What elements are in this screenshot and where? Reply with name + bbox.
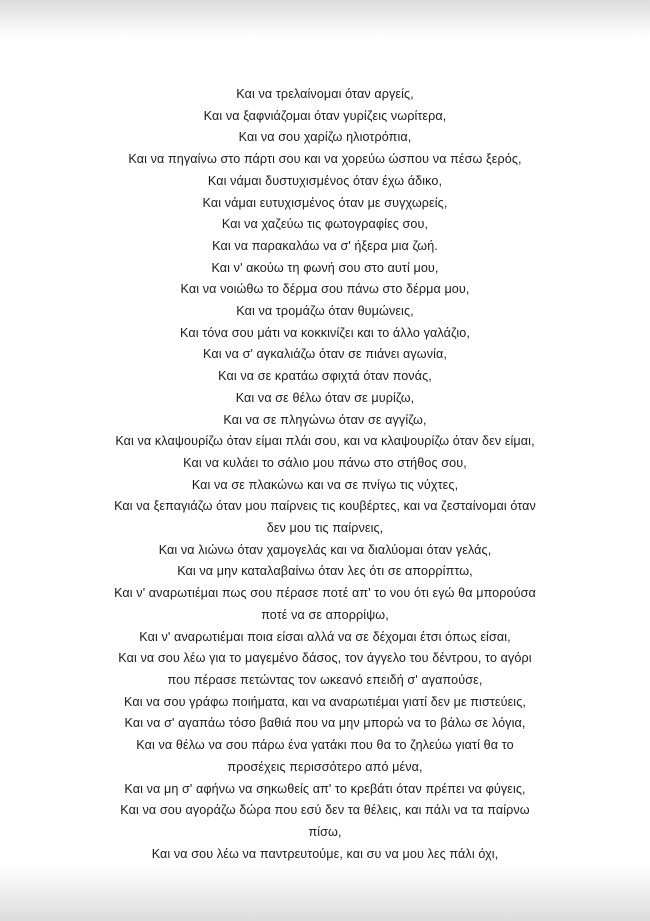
poem-line: Και να σου χαρίζω ηλιοτρόπια,	[238, 130, 412, 145]
poem-line: Και να μη σ' αφήνω να σηκωθείς απ' το κρεβάτι όταν πρέπει να φύγεις,	[124, 781, 526, 796]
poem-line: Και νάμαι δυστυχισμένος όταν έχω άδικο,	[207, 173, 443, 188]
poem-line: που πέρασε πετώντας τον ωκεανό επειδή σ' αγαπούσε,	[167, 672, 483, 687]
poem-line: Και ν' ακούω τη φωνή σου στο αυτί μου,	[211, 260, 439, 275]
poem-line: Και να μην καταλαβαίνω όταν λες ότι σε απορρίπτω,	[177, 564, 473, 579]
poem-line: Και να σ' αγκαλιάζω όταν σε πιάνει αγωνία,	[202, 347, 448, 362]
poem-line: Και νάμαι ευτυχισμένος όταν με συγχωρείς,	[202, 195, 448, 210]
poem-line: Και να σου γράφω ποιήματα, και να αναρωτιέμαι γιατί δεν με πιστεύεις,	[124, 694, 526, 709]
poem-line: Και να σε πληγώνω όταν σε αγγίζω,	[223, 412, 427, 427]
poem-line: Και να σου αγοράζω δώρα που εσύ δεν τα θέλεις, και πάλι να τα παίρνω	[120, 803, 530, 818]
poem-line: Και να νοιώθω το δέρμα σου πάνω στο δέρμα μου,	[180, 282, 470, 297]
poem-line: Και ν' αναρωτιέμαι ποια είσαι αλλά να σε δέχομαι έτσι όπως είσαι,	[139, 629, 511, 644]
poem-line: Και τόνα σου μάτι να κοκκινίζει και το άλλο γαλάζιο,	[179, 325, 471, 340]
poem-line: Και να ξαφνιάζομαι όταν γυρίζεις νωρίτερα,	[203, 108, 447, 123]
poem-line: Και να λιώνω όταν χαμογελάς και να διαλύομαι όταν γελάς,	[158, 542, 492, 557]
top-shadow	[0, 0, 650, 38]
poem-line: Και να τρομάζω όταν θυμώνεις,	[236, 304, 414, 319]
poem-line: Και να σε κρατάω σφιχτά όταν πονάς,	[218, 369, 432, 384]
poem-line: Και να σε θέλω όταν σε μυρίζω,	[235, 390, 415, 405]
poem-line: δεν μου τις παίρνεις,	[266, 521, 384, 536]
poem-line: Και να χαζεύω τις φωτογραφίες σου,	[221, 217, 429, 232]
poem-line: Και να κυλάει το σάλιο μου πάνω στο στήθος σου,	[183, 455, 467, 470]
poem-text	[0, 84, 650, 865]
poem-line: Και να σε πλακώνω και να σε πνίγω τις νύχτες,	[191, 477, 459, 492]
poem-line: πίσω,	[308, 824, 342, 839]
poem-line: Και να σ' αγαπάω τόσο βαθιά που να μην μπορώ να το βάλω σε λόγια,	[124, 716, 526, 731]
poem-line: Και ν' αναρωτιέμαι πως σου πέρασε ποτέ απ' το νου ότι εγώ θα μπορούσα	[114, 586, 536, 601]
poem-line: ποτέ να σε απορρίψω,	[261, 607, 389, 622]
poem-line: Και να πηγαίνω στο πάρτι σου και να χορεύω ώσπου να πέσω ξερός,	[128, 152, 522, 167]
poem-line: Και να παρακαλάω να σ' ήξερα μια ζωή.	[212, 238, 438, 253]
poem-line: Και να κλαψουρίζω όταν είμαι πλάι σου, και να κλαψουρίζω όταν δεν είμαι,	[115, 434, 535, 449]
poem-line: προσέχεις περισσότερο από μένα,	[227, 759, 423, 774]
poem-line: Και να θέλω να σου πάρω ένα γατάκι που θα το ζηλεύω γιατί θα το	[136, 738, 514, 753]
poem-line: Και να σου λέω για το μαγεμένο δάσος, τον άγγελο του δέντρου, το αγόρι	[118, 651, 532, 666]
bottom-shadow	[0, 863, 650, 921]
poem-line: Και να ξεπαγιάζω όταν μου παίρνεις τις κουβέρτες, και να ζεσταίνομαι όταν	[114, 499, 536, 514]
poem-line: Και να σου λέω να παντρευτούμε, και συ να μου λες πάλι όχι,	[151, 846, 499, 861]
poem-line: Και να τρελαίνομαι όταν αργείς,	[236, 87, 414, 101]
